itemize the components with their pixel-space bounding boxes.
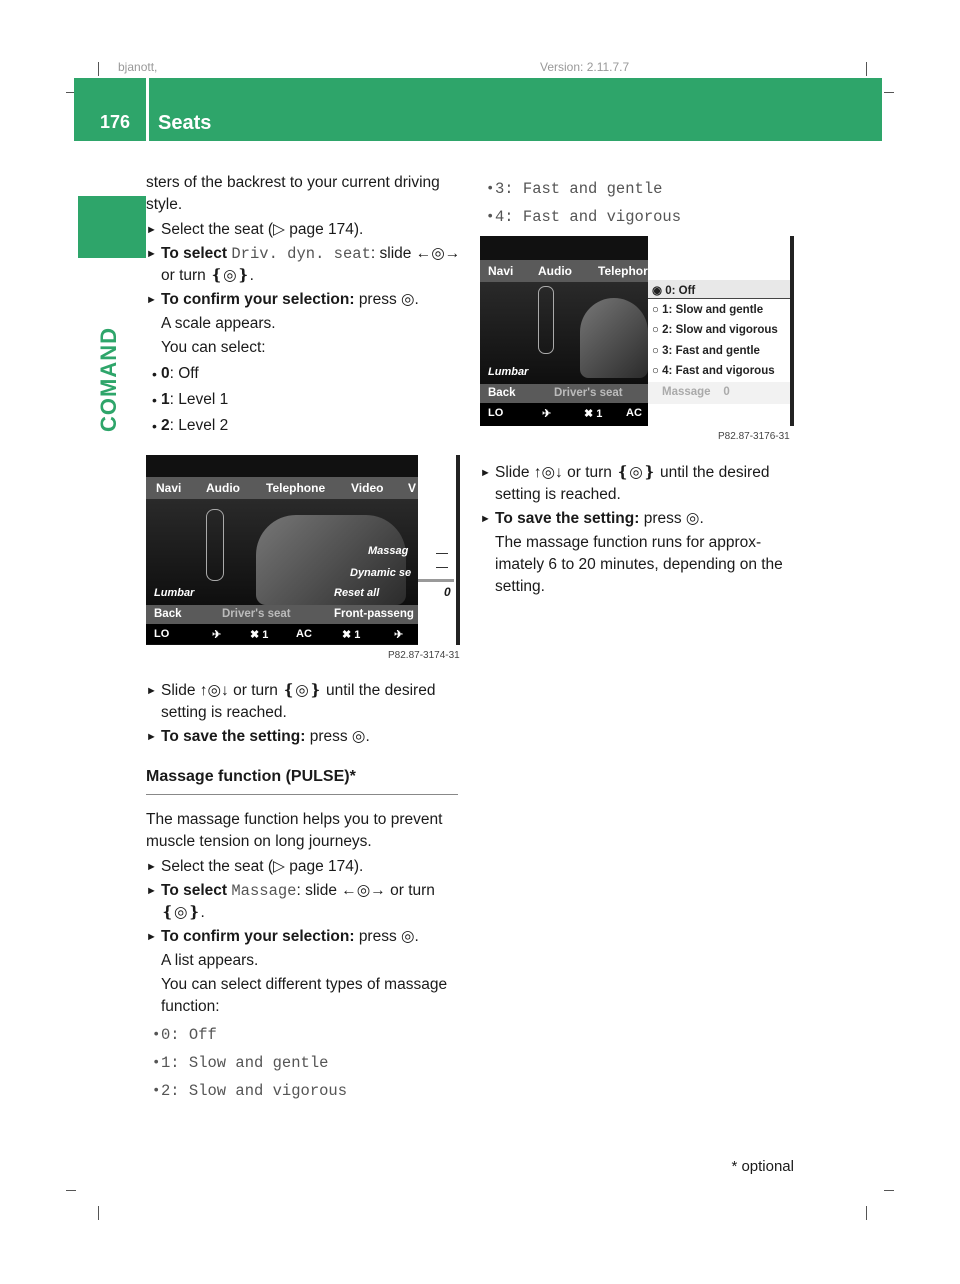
list-item: • 0: Off <box>152 365 199 382</box>
step: ► To confirm your selection: press ◎. <box>146 289 464 311</box>
list-item: • 1: Level 1 <box>152 391 229 408</box>
list-item: • 0: Off <box>152 1026 217 1044</box>
arrow-icon: ► <box>146 685 157 697</box>
can-select: You can select: <box>161 339 266 356</box>
step: ► To select Driv. dyn. seat: slide ←◎→ or turn ❴◎❵. <box>146 245 461 284</box>
seat-icon <box>256 515 409 605</box>
list-note: A list appears. <box>161 952 259 969</box>
screen-softkeys: Back Driver's seat <box>480 384 648 403</box>
screen-label: Reset all <box>334 587 380 599</box>
menu-item-selected[interactable]: ◉ 0: Off <box>652 285 696 297</box>
step: ► To save the setting: press ◎. <box>480 508 800 530</box>
screen-label: Massag <box>368 545 409 557</box>
arrow-icon: ► <box>146 885 157 897</box>
arrow-icon: ► <box>146 294 157 306</box>
step: ► To select Massage: slide ←◎→ or turn ❴◎❵. <box>146 882 435 921</box>
crop-mark <box>98 1206 99 1220</box>
footnote-optional: * optional <box>731 1158 794 1175</box>
arrow-icon: ► <box>146 931 157 943</box>
arrow-icon: ► <box>480 467 491 479</box>
note: The massage function runs for approx- imately 6 to 20 minutes, depending on the setting. <box>495 534 783 595</box>
meta-right: Version: 2.11.7.7 <box>540 60 630 74</box>
list-item: • 2: Slow and vigorous <box>152 1082 348 1100</box>
scale-overlay <box>418 455 460 645</box>
figure-caption: P82.87-3174-31 <box>388 650 460 661</box>
scale-value: 0 <box>444 585 451 599</box>
screen-footer: LO ✈ ✖ 1 AC ✖ 1 ✈ <box>146 624 460 644</box>
types-note: You can select different types of massage function: <box>161 976 448 1015</box>
crop-mark <box>66 1190 76 1191</box>
massage-menu <box>648 236 790 426</box>
screen-nav: Navi Audio Telephor <box>480 260 648 282</box>
lumbar-icon <box>206 509 224 581</box>
side-label: COMAND <box>96 327 121 432</box>
figure-caption: P82.87-3176-31 <box>718 431 790 442</box>
crop-mark <box>866 1206 867 1220</box>
right-column-lower <box>480 462 800 598</box>
left-column <box>146 172 464 441</box>
menu-item[interactable]: ○ 3: Fast and gentle <box>652 345 760 357</box>
arrow-icon: ► <box>146 731 157 743</box>
intro-text: sters of the backrest to your current driving style. <box>146 174 440 213</box>
list-item: • 4: Fast and vigorous <box>486 208 682 226</box>
paragraph: The massage function helps you to prevent muscle tension on long journeys. <box>146 811 443 850</box>
crop-mark <box>866 62 867 76</box>
arrow-icon: ► <box>480 513 491 525</box>
screen-image-dynamic-seat <box>146 455 460 645</box>
crop-mark <box>884 1190 894 1191</box>
screen-label: Dynamic se <box>350 567 412 579</box>
list-item: • 3: Fast and gentle <box>486 180 663 198</box>
massage-value: Massage 0 <box>662 386 730 398</box>
screen-nav: Navi Audio Telephone Video V <box>146 477 460 499</box>
screen-image-massage <box>480 236 794 426</box>
list-item: • 2: Level 2 <box>152 417 229 434</box>
step: ► Select the seat (▷ page 174). <box>146 219 464 241</box>
lumbar-icon <box>538 286 554 354</box>
menu-item[interactable]: ○ 1: Slow and gentle <box>652 304 764 316</box>
side-tab <box>78 196 146 258</box>
section-heading: Massage function (PULSE)* <box>146 766 458 795</box>
crop-mark <box>884 92 894 93</box>
scale-note: A scale appears. <box>161 315 276 332</box>
section-title: Seats <box>158 112 212 134</box>
arrow-icon: ► <box>146 861 157 873</box>
step: ► Select the seat (▷ page 174). <box>146 856 464 878</box>
page-number: 176 <box>100 112 131 132</box>
crop-mark <box>98 62 99 76</box>
step: ► To save the setting: press ◎. <box>146 726 464 748</box>
step: ► Slide ↑◎↓ or turn ❴◎❵ until the desired setting is reached. <box>480 464 770 503</box>
screen-label: Lumbar <box>154 587 195 599</box>
list-item: • 1: Slow and gentle <box>152 1054 329 1072</box>
meta-left: bjanott, <box>118 60 158 74</box>
screen-softkeys: Back Driver's seat Front-passeng <box>146 605 460 624</box>
right-column <box>480 172 800 234</box>
seat-icon <box>580 298 648 378</box>
arrow-icon: ► <box>146 248 157 260</box>
screen-footer: LO ✈ ✖ 1 AC <box>480 403 648 426</box>
left-column-lower <box>146 680 464 1108</box>
screen-label: Lumbar <box>488 366 529 378</box>
menu-item[interactable]: ○ 2: Slow and vigorous <box>652 324 778 336</box>
step: ► Slide ↑◎↓ or turn ❴◎❵ until the desired setting is reached. <box>146 682 436 721</box>
step: ► To confirm your selection: press ◎. <box>146 926 464 948</box>
arrow-icon: ► <box>146 224 157 236</box>
menu-item[interactable]: ○ 4: Fast and vigorous <box>652 365 775 377</box>
